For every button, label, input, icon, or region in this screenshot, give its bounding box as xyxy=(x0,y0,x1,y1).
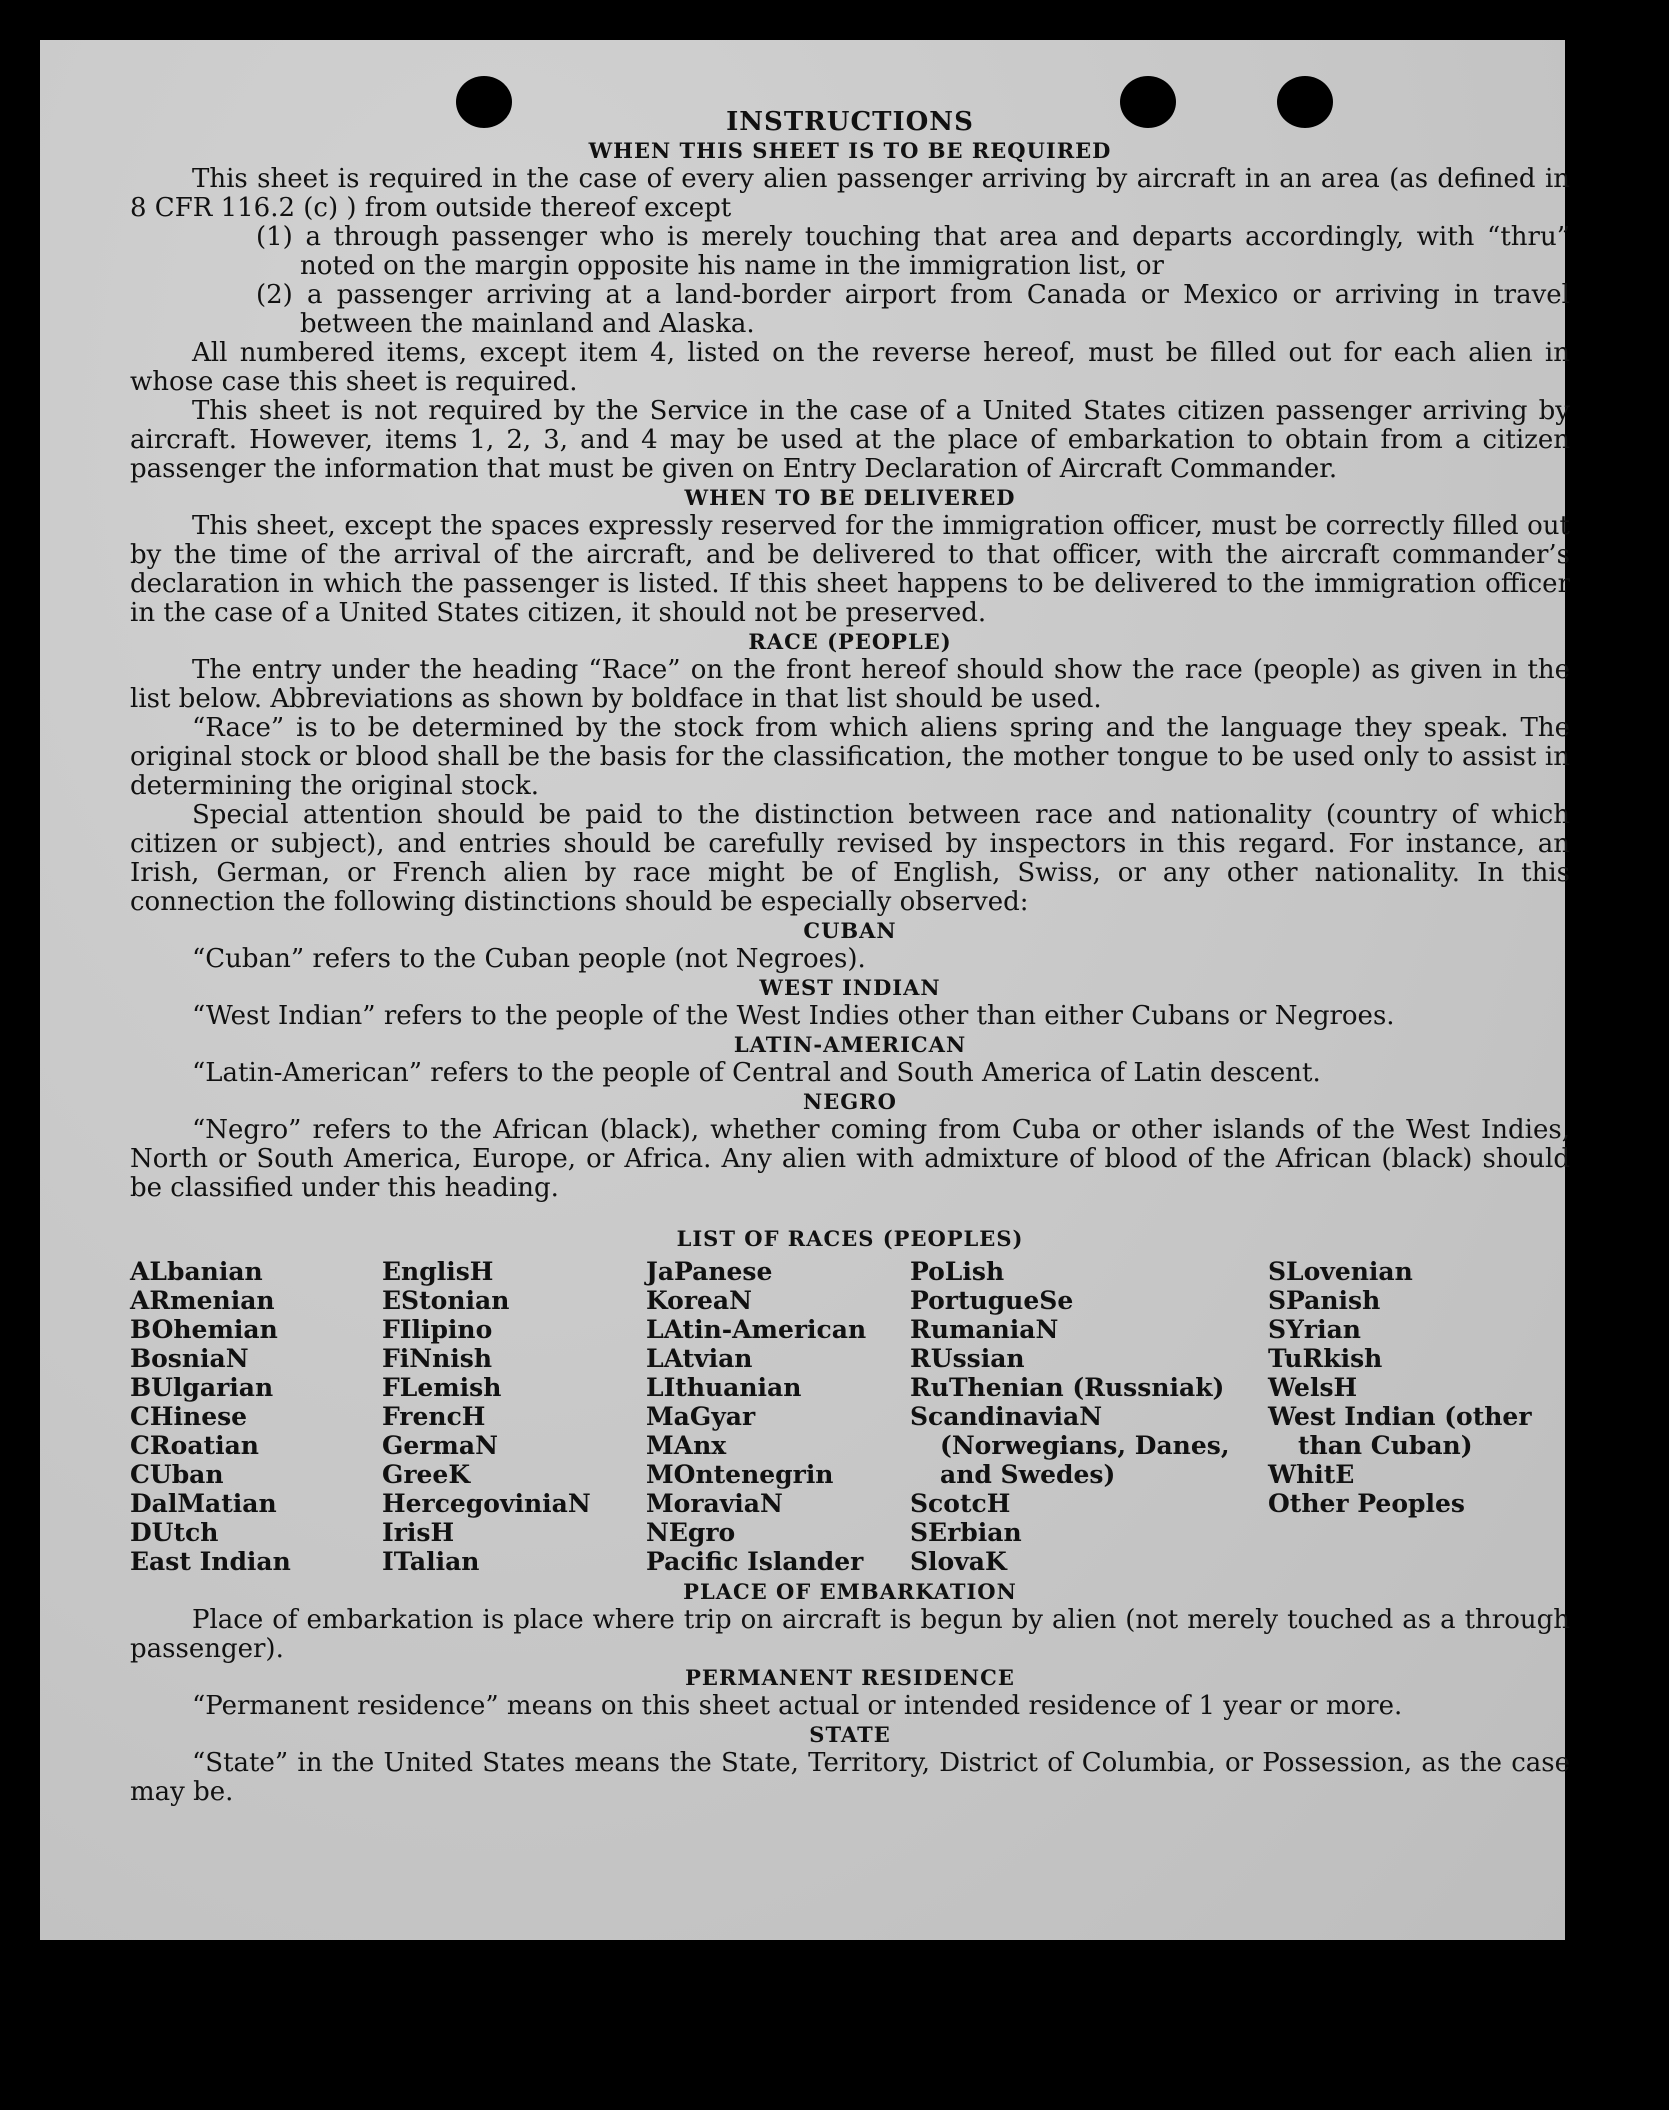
race-item: LIthuanian xyxy=(646,1373,802,1402)
race-item: PortugueSe xyxy=(910,1286,1074,1315)
section-heading: RACE (PEOPLE) xyxy=(748,629,952,654)
section-heading: WHEN TO BE DELIVERED xyxy=(684,485,1016,510)
section-heading: STATE xyxy=(809,1722,891,1747)
race-item: RuThenian (Russniak) xyxy=(910,1373,1225,1402)
race-item: BUlgarian xyxy=(130,1373,274,1402)
race-item: MoraviaN xyxy=(646,1489,783,1518)
race-item: WelsH xyxy=(1268,1373,1358,1402)
race-item: ALbanian xyxy=(130,1257,263,1286)
race-item: LAtin-American xyxy=(646,1315,867,1344)
race-item: LAtvian xyxy=(646,1344,753,1373)
race-column xyxy=(130,1257,382,1576)
race-item: JaPanese xyxy=(646,1257,773,1286)
race-item: BosniaN xyxy=(130,1344,249,1373)
section-heading: WHEN THIS SHEET IS TO BE REQUIRED xyxy=(588,138,1112,163)
race-item: WhitE xyxy=(1268,1460,1355,1489)
race-item: DalMatian xyxy=(130,1489,277,1518)
paragraph: The entry under the heading “Race” on the front hereof should show the race (people) as given in the list below. Abbreviations as shown by boldface in that list should be used. xyxy=(130,655,1570,714)
race-item: MOntenegrin xyxy=(646,1460,834,1489)
list-item: (2) a passenger arriving at a land-border airport from Canada or Mexico or arriving in travel between the mainland and Alaska. xyxy=(256,280,1570,339)
race-column xyxy=(382,1257,646,1576)
race-item: West Indian (other than Cuban) xyxy=(1268,1402,1532,1460)
race-item: BOhemian xyxy=(130,1315,278,1344)
race-item: DUtch xyxy=(130,1518,219,1547)
race-column xyxy=(646,1257,910,1576)
race-item: CRoatian xyxy=(130,1431,259,1460)
race-item: ScotcH xyxy=(910,1489,1011,1518)
race-item: NEgro xyxy=(646,1518,736,1547)
race-item: HercegoviniaN xyxy=(382,1489,591,1518)
race-item: EnglisH xyxy=(382,1257,494,1286)
race-item: FIlipino xyxy=(382,1315,493,1344)
paragraph: Special attention should be paid to the distinction between race and nationality (country of which citizen or subject), and entries should be carefully revised by inspectors in this regard. For instance, an Irish, German, or French alien by race might be of English, Swiss, or any other nationality. In this connection the following distinctions should be especially observed: xyxy=(130,800,1570,917)
paragraph: This sheet, except the spaces expressly reserved for the immigration officer, must be correctly filled out by the time of the arrival of the aircraft, and be delivered to that officer, with the aircraft commander’s declaration in which the passenger is listed. If this sheet happens to be delivered to the immigration officer in the case of a United States citizen, it should not be preserved. xyxy=(130,511,1570,628)
paragraph: “State” in the United States means the State, Territory, District of Columbia, or Possession, as the case may be. xyxy=(130,1748,1570,1807)
race-item: RumaniaN xyxy=(910,1315,1059,1344)
paragraph: “Race” is to be determined by the stock from which aliens spring and the language they speak. The original stock or blood shall be the basis for the classification, the mother tongue to be used only to assist in determining the original stock. xyxy=(130,713,1570,801)
race-item: FiNnish xyxy=(382,1344,493,1373)
race-item: EStonian xyxy=(382,1286,510,1315)
instructions-content xyxy=(130,108,1570,1807)
paragraph: “Cuban” refers to the Cuban people (not Negroes). xyxy=(192,944,866,974)
race-item: SYrian xyxy=(1268,1315,1361,1344)
race-item: SlovaK xyxy=(910,1547,1007,1576)
race-item: SErbian xyxy=(910,1518,1022,1547)
race-column xyxy=(910,1257,1268,1576)
section-heading: NEGRO xyxy=(803,1089,897,1114)
race-item: East Indian xyxy=(130,1547,291,1576)
paragraph: “Latin-American” refers to the people of Central and South America of Latin descent. xyxy=(192,1058,1321,1088)
paragraph: This sheet is not required by the Service in the case of a United States citizen passenger arriving by aircraft. However, items 1, 2, 3, and 4 may be used at the place of embarkation to obtain from a citizen passenger the information that must be given on Entry Declaration of Aircraft Commander. xyxy=(130,396,1570,484)
race-item: CHinese xyxy=(130,1402,248,1431)
race-item: FrencH xyxy=(382,1402,486,1431)
section-heading: WEST INDIAN xyxy=(759,975,941,1000)
race-item: KoreaN xyxy=(646,1286,752,1315)
race-item: Other Peoples xyxy=(1268,1489,1465,1518)
race-item: GermaN xyxy=(382,1431,498,1460)
race-item: MAnx xyxy=(646,1431,727,1460)
race-item: IrisH xyxy=(382,1518,455,1547)
paragraph: Place of embarkation is place where trip on aircraft is begun by alien (not merely touched as a through passenger). xyxy=(130,1605,1570,1664)
section-heading: LATIN-AMERICAN xyxy=(733,1032,967,1057)
race-item: PoLish xyxy=(910,1257,1005,1286)
race-item: RUssian xyxy=(910,1344,1025,1373)
race-list xyxy=(130,1257,1570,1576)
race-item: GreeK xyxy=(382,1460,471,1489)
race-column xyxy=(1268,1257,1568,1576)
race-item: CUban xyxy=(130,1460,224,1489)
race-item: SLovenian xyxy=(1268,1257,1413,1286)
race-item: ITalian xyxy=(382,1547,480,1576)
page-title: INSTRUCTIONS xyxy=(726,107,974,137)
section-heading: CUBAN xyxy=(803,918,897,943)
section-heading: PERMANENT RESIDENCE xyxy=(685,1665,1015,1690)
paragraph: “West Indian” refers to the people of the West Indies other than either Cubans or Negroes. xyxy=(192,1001,1395,1031)
paragraph: “Negro” refers to the African (black), whether coming from Cuba or other islands of the West Indies, North or South America, Europe, or Africa. Any alien with admixture of blood of the African (black) should be classified under this heading. xyxy=(130,1115,1570,1203)
race-item: MaGyar xyxy=(646,1402,756,1431)
race-item: SPanish xyxy=(1268,1286,1381,1315)
section-heading: PLACE OF EMBARKATION xyxy=(683,1579,1017,1604)
paragraph: All numbered items, except item 4, listed on the reverse hereof, must be filled out for each alien in whose case this sheet is required. xyxy=(130,338,1570,397)
paragraph: “Permanent residence” means on this sheet actual or intended residence of 1 year or more. xyxy=(192,1691,1403,1721)
race-item: ARmenian xyxy=(130,1286,275,1315)
section-heading: LIST OF RACES (PEOPLES) xyxy=(676,1226,1024,1251)
race-item: ScandinaviaN (Norwegians, Danes, and Swedes) xyxy=(910,1402,1230,1489)
document-sheet xyxy=(40,40,1570,1940)
race-item: TuRkish xyxy=(1268,1344,1383,1373)
list-item: (1) a through passenger who is merely touching that area and departs accordingly, with “thru” noted on the margin opposite his name in the immigration list, or xyxy=(256,222,1570,281)
race-item: FLemish xyxy=(382,1373,502,1402)
race-item: Pacific Islander xyxy=(646,1547,864,1576)
paragraph: This sheet is required in the case of every alien passenger arriving by aircraft in an area (as defined in 8 CFR 116.2 (c) ) from outside thereof except xyxy=(130,164,1570,223)
